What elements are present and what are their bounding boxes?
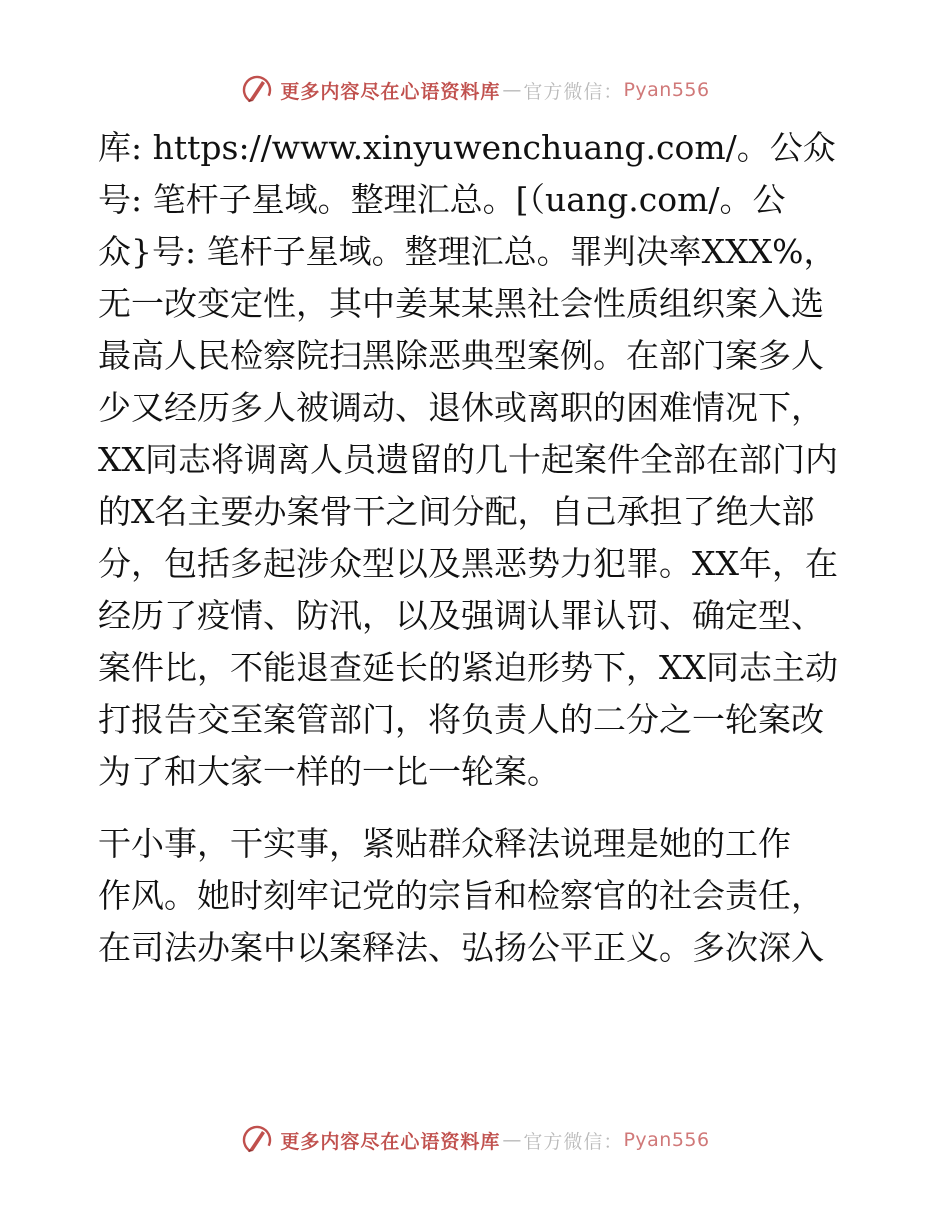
watermark-brand-text: 更多内容尽在心语资料库 [280,1130,501,1153]
watermark-brand-text: 更多内容尽在心语资料库 [280,80,501,103]
watermark-dash: — [502,79,522,101]
text-line: 经历了疫情、防汛，以及强调认罪认罚、确定型、 [98,596,824,635]
paragraph-1 [98,122,858,798]
watermark-official-label: 官方微信： [523,1130,624,1153]
text-line: 最高人民检察院扫黑除恶典型案例。在部门案多人 [98,336,824,375]
text-line: 无一改变定性，其中姜某某黑社会性质组织案入选 [98,284,824,323]
quill-pen-logo-icon [240,1123,274,1157]
text-line: 打报告交至案管部门，将负责人的二分之一轮案改 [98,700,824,739]
footer-watermark [0,1120,950,1160]
header-watermark [0,70,950,110]
quill-pen-logo-icon [240,73,274,107]
paragraph-spacer [98,798,858,818]
text-line: 案件比，不能退查延长的紧迫形势下，XX同志主动 [98,648,838,687]
text-line: XX同志将调离人员遗留的几十起案件全部在部门内 [98,440,838,479]
text-line: 分，包括多起涉众型以及黑恶势力犯罪。XX年，在 [98,544,838,583]
watermark-official-label: 官方微信： [523,80,624,103]
text-line: 库: https://www.xinyuwenchuang.com/。公众 [98,128,836,167]
text-line: 为了和大家一样的一比一轮案。 [98,752,560,791]
text-line: 众}号: 笔杆子星域。整理汇总。罪判决率XXX%， [98,232,837,271]
watermark-dash: — [502,1129,522,1151]
watermark-wechat-id: Pyan556 [623,1129,710,1151]
text-line: 号: 笔杆子星域。整理汇总。[（uang.com/。公 [98,180,786,219]
watermark-wechat-id: Pyan556 [623,79,710,101]
document-body [98,122,858,974]
text-line: 作风。她时刻牢记党的宗旨和检察官的社会责任， [98,876,824,915]
text-line: 干小事，干实事，紧贴群众释法说理是她的工作 [98,824,791,863]
text-line: 少又经历多人被调动、退休或离职的困难情况下， [98,388,824,427]
paragraph-2 [98,818,858,974]
text-line: 在司法办案中以案释法、弘扬公平正义。多次深入 [98,928,824,967]
text-line: 的X名主要办案骨干之间分配，自己承担了绝大部 [98,492,815,531]
